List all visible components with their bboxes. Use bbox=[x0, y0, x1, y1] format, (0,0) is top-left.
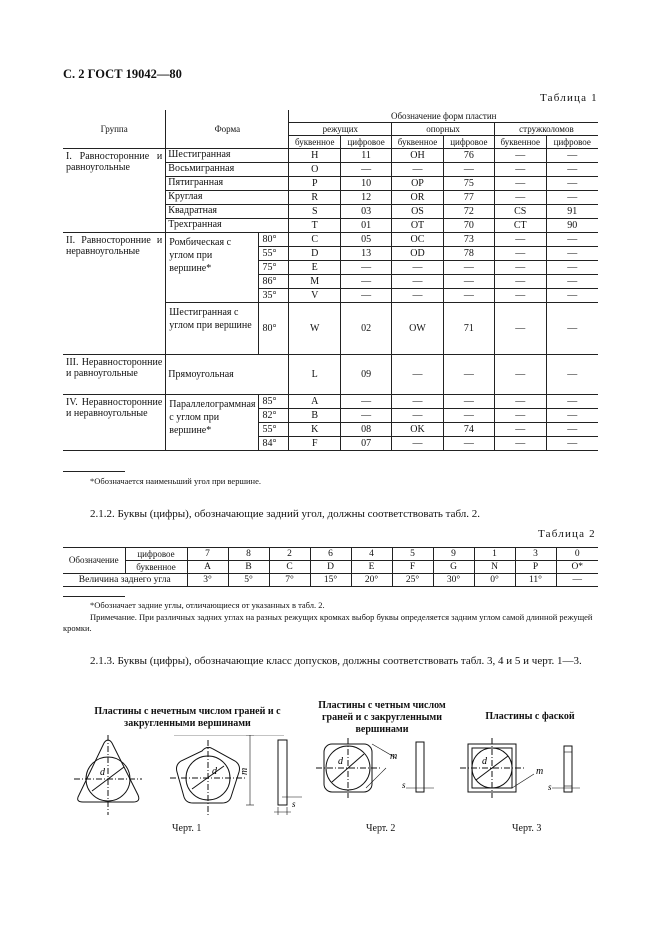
table-cell: C bbox=[269, 561, 310, 574]
table-cell: — bbox=[494, 275, 546, 289]
letter-header: буквенное bbox=[494, 136, 546, 149]
table-cell: 30° bbox=[433, 574, 474, 587]
digit-label: цифровое bbox=[125, 548, 187, 561]
table-cell: — bbox=[546, 275, 598, 289]
table-cell: 9 bbox=[433, 548, 474, 561]
angle-cell: 35° bbox=[259, 289, 289, 303]
table-cell: 11° bbox=[515, 574, 556, 587]
table-cell: A bbox=[289, 395, 341, 409]
table-cell: D bbox=[310, 561, 351, 574]
table-cell: — bbox=[341, 163, 392, 177]
table-cell: 72 bbox=[443, 205, 494, 219]
table-cell: — bbox=[546, 437, 598, 451]
group-2-label: II. Равносторонние и неравноугольные bbox=[63, 233, 166, 355]
table-cell: 12 bbox=[341, 191, 392, 205]
table-cell: 5° bbox=[228, 574, 269, 587]
table-cell: 1 bbox=[474, 548, 515, 561]
table-cell: 08 bbox=[341, 423, 392, 437]
table-cell: 25° bbox=[392, 574, 433, 587]
group-header: Группа bbox=[100, 123, 128, 134]
form-name: Восьмигранная bbox=[166, 163, 289, 177]
angle-cell: 85° bbox=[259, 395, 289, 409]
angle-cell: 55° bbox=[259, 423, 289, 437]
table-2 bbox=[63, 547, 598, 587]
table-cell: 3 bbox=[515, 548, 556, 561]
table-cell: 76 bbox=[443, 149, 494, 163]
support-header: опорных bbox=[392, 123, 495, 136]
table-cell: 01 bbox=[341, 219, 392, 233]
table-cell: — bbox=[392, 395, 444, 409]
table-cell: S bbox=[289, 205, 341, 219]
table-cell: — bbox=[443, 409, 494, 423]
table-cell: — bbox=[546, 177, 598, 191]
table2-note: Примечание. При различных задних углах на разных режущих кромках выбор буквы определяется задним углом самой длинной режущей кромки. bbox=[63, 612, 593, 633]
table-cell: 09 bbox=[341, 355, 392, 395]
table-cell: — bbox=[443, 163, 494, 177]
table-cell: 05 bbox=[341, 233, 392, 247]
table1-caption: Таблица 1 bbox=[540, 92, 598, 104]
table-cell: 5 bbox=[392, 548, 433, 561]
table-cell: L bbox=[289, 355, 341, 395]
table-cell: — bbox=[443, 261, 494, 275]
table-cell: M bbox=[289, 275, 341, 289]
table2-caption: Таблица 2 bbox=[538, 528, 596, 540]
table-cell: 10 bbox=[341, 177, 392, 191]
table-cell: — bbox=[546, 247, 598, 261]
table-cell: 77 bbox=[443, 191, 494, 205]
table-cell: 11 bbox=[341, 149, 392, 163]
fig3-drawing bbox=[460, 738, 590, 800]
angle-cell: 82° bbox=[259, 409, 289, 423]
table-cell: — bbox=[341, 275, 392, 289]
table-cell: — bbox=[494, 149, 546, 163]
table-cell: — bbox=[494, 409, 546, 423]
table-cell: — bbox=[494, 395, 546, 409]
table-cell: P bbox=[515, 561, 556, 574]
table-cell: — bbox=[341, 261, 392, 275]
insert-side-view bbox=[416, 742, 424, 792]
digit-header: цифровое bbox=[443, 136, 494, 149]
table-cell: — bbox=[494, 423, 546, 437]
label-d: d bbox=[338, 756, 343, 767]
table-cell: OW bbox=[392, 303, 444, 355]
table-cell: — bbox=[494, 261, 546, 275]
table1-footnote: *Обозначается наименьший угол при вершине. bbox=[90, 476, 261, 486]
table-cell: — bbox=[546, 355, 598, 395]
table-cell: — bbox=[546, 191, 598, 205]
table-cell: P bbox=[289, 177, 341, 191]
label-s: s bbox=[292, 799, 296, 809]
table-cell: OK bbox=[392, 423, 444, 437]
table-cell: — bbox=[392, 261, 444, 275]
angle-cell: 75° bbox=[259, 261, 289, 275]
page-header: С. 2 ГОСТ 19042—80 bbox=[63, 67, 182, 81]
table-cell: H bbox=[289, 149, 341, 163]
table-cell: 0 bbox=[556, 548, 598, 561]
letter-header: буквенное bbox=[289, 136, 341, 149]
fig3-caption: Черт. 3 bbox=[512, 823, 542, 834]
table-cell: 4 bbox=[351, 548, 392, 561]
label-d: d bbox=[100, 767, 105, 778]
label-d: d bbox=[482, 756, 487, 767]
table-cell: — bbox=[546, 423, 598, 437]
table-cell: 2 bbox=[269, 548, 310, 561]
label-s: s bbox=[402, 780, 406, 790]
letter-label: буквенное bbox=[125, 561, 187, 574]
paragraph-2-1-3: 2.1.3. Буквы (цифры), обозначающие класс допусков, должны соответствовать табл. 3, 4 и 5 и черт. 1—3. bbox=[90, 655, 582, 667]
table-cell: — bbox=[494, 303, 546, 355]
table-cell: — bbox=[392, 409, 444, 423]
table-cell: R bbox=[289, 191, 341, 205]
fig3-title: Пластины с фаской bbox=[485, 711, 575, 722]
group-4-label: IV. Неравносторонние и неравноугольные bbox=[63, 395, 166, 451]
footnote-rule bbox=[63, 471, 125, 472]
table-cell: CS bbox=[494, 205, 546, 219]
table-cell: — bbox=[392, 437, 444, 451]
insert-side-view bbox=[564, 746, 572, 792]
label-m: m bbox=[239, 767, 250, 775]
table-cell: 07 bbox=[341, 437, 392, 451]
table-cell: — bbox=[556, 574, 598, 587]
form-name: Трехгранная bbox=[166, 219, 289, 233]
fig2-title: Пластины с четным числом граней и с закругленными вершинами bbox=[318, 700, 446, 735]
table-cell: 78 bbox=[443, 247, 494, 261]
form-name: Параллелограммная с углом при вершине* bbox=[166, 395, 259, 451]
cutting-header: режущих bbox=[289, 123, 392, 136]
footnote-rule bbox=[63, 596, 125, 597]
table-cell: E bbox=[351, 561, 392, 574]
fig1-caption: Черт. 1 bbox=[172, 823, 202, 834]
label-d: d bbox=[212, 766, 217, 777]
form-name: Круглая bbox=[166, 191, 289, 205]
table-cell: 03 bbox=[341, 205, 392, 219]
table-cell: — bbox=[341, 395, 392, 409]
table-cell: — bbox=[392, 275, 444, 289]
table-cell: — bbox=[443, 437, 494, 451]
label-m: m bbox=[390, 751, 398, 762]
table-1 bbox=[63, 110, 598, 451]
label-m: m bbox=[536, 766, 544, 777]
table-cell: — bbox=[546, 303, 598, 355]
form-name: Пятигранная bbox=[166, 177, 289, 191]
fig1-title: Пластины с нечетным числом граней и с закругленными вершинами bbox=[94, 706, 281, 729]
table-cell: 8 bbox=[228, 548, 269, 561]
table-cell: F bbox=[289, 437, 341, 451]
designation-header: Обозначение форм пластин bbox=[289, 110, 598, 123]
form-name: Шестигранная с углом при вершине bbox=[166, 303, 259, 355]
table-cell: — bbox=[546, 261, 598, 275]
table-cell: — bbox=[494, 163, 546, 177]
table-cell: — bbox=[494, 355, 546, 395]
letter-header: буквенное bbox=[392, 136, 444, 149]
angle-label: Величина заднего угла bbox=[63, 574, 187, 587]
table-cell: — bbox=[494, 437, 546, 451]
table-cell: OC bbox=[392, 233, 444, 247]
table-cell: OT bbox=[392, 219, 444, 233]
table-cell: — bbox=[546, 233, 598, 247]
form-header: Форма bbox=[166, 110, 289, 149]
angle-cell: 80° bbox=[259, 303, 289, 355]
digit-header: цифровое bbox=[546, 136, 598, 149]
table-cell: — bbox=[494, 289, 546, 303]
table-cell: — bbox=[392, 355, 444, 395]
angle-cell: 80° bbox=[259, 233, 289, 247]
table-cell: 3° bbox=[187, 574, 228, 587]
group-1-label: I. Равносторонние и равноугольные bbox=[63, 149, 166, 233]
table-cell: 6 bbox=[310, 548, 351, 561]
form-name: Квадратная bbox=[166, 205, 289, 219]
table-cell: 71 bbox=[443, 303, 494, 355]
table-cell: — bbox=[392, 163, 444, 177]
table-cell: 91 bbox=[546, 205, 598, 219]
table-cell: OD bbox=[392, 247, 444, 261]
table-cell: 02 bbox=[341, 303, 392, 355]
fig2-drawing bbox=[316, 738, 436, 800]
table-cell: — bbox=[341, 409, 392, 423]
angle-cell: 84° bbox=[259, 437, 289, 451]
table-cell: 20° bbox=[351, 574, 392, 587]
table-cell: — bbox=[546, 163, 598, 177]
fig1-drawing bbox=[70, 735, 305, 820]
table-cell: — bbox=[392, 289, 444, 303]
table-cell: 15° bbox=[310, 574, 351, 587]
table-cell: — bbox=[546, 149, 598, 163]
group-3-label: III. Неравносторонние и равноугольные bbox=[63, 355, 166, 395]
table-cell: E bbox=[289, 261, 341, 275]
table-cell: 75 bbox=[443, 177, 494, 191]
table-cell: T bbox=[289, 219, 341, 233]
angle-cell: 55° bbox=[259, 247, 289, 261]
table-cell: — bbox=[443, 395, 494, 409]
digit-header: цифровое bbox=[341, 136, 392, 149]
table-cell: 74 bbox=[443, 423, 494, 437]
table-cell: — bbox=[341, 289, 392, 303]
table-cell: OP bbox=[392, 177, 444, 191]
insert-side-view bbox=[278, 740, 287, 805]
table-cell: — bbox=[494, 191, 546, 205]
table-cell: — bbox=[494, 177, 546, 191]
chipbreaker-header: стружколомов bbox=[494, 123, 598, 136]
designation-label: Обозначение bbox=[63, 548, 125, 574]
form-name: Прямоугольная bbox=[166, 355, 289, 395]
table-cell: G bbox=[433, 561, 474, 574]
table-cell: OR bbox=[392, 191, 444, 205]
table-cell: — bbox=[443, 275, 494, 289]
table-cell: B bbox=[289, 409, 341, 423]
table-cell: — bbox=[546, 289, 598, 303]
table-cell: V bbox=[289, 289, 341, 303]
table-cell: D bbox=[289, 247, 341, 261]
table-cell: 13 bbox=[341, 247, 392, 261]
label-s: s bbox=[548, 782, 552, 792]
table-cell: 73 bbox=[443, 233, 494, 247]
table-cell: — bbox=[494, 247, 546, 261]
table-cell: CT bbox=[494, 219, 546, 233]
form-name: Шестигранная bbox=[166, 149, 289, 163]
table-cell: 90 bbox=[546, 219, 598, 233]
table2-footnote: *Обозначает задние углы, отличающиеся от указанных в табл. 2. bbox=[90, 600, 325, 610]
table-cell: OH bbox=[392, 149, 444, 163]
table-cell: OS bbox=[392, 205, 444, 219]
table-cell: W bbox=[289, 303, 341, 355]
table-cell: 0° bbox=[474, 574, 515, 587]
angle-cell: 86° bbox=[259, 275, 289, 289]
table-cell: — bbox=[546, 395, 598, 409]
table-cell: O bbox=[289, 163, 341, 177]
table-cell: 70 bbox=[443, 219, 494, 233]
table-cell: O* bbox=[556, 561, 598, 574]
table-cell: — bbox=[443, 355, 494, 395]
table-cell: F bbox=[392, 561, 433, 574]
table-cell: K bbox=[289, 423, 341, 437]
table-cell: 7° bbox=[269, 574, 310, 587]
table-cell: 7 bbox=[187, 548, 228, 561]
table-cell: B bbox=[228, 561, 269, 574]
fig2-caption: Черт. 2 bbox=[366, 823, 396, 834]
table-cell: C bbox=[289, 233, 341, 247]
table-cell: A bbox=[187, 561, 228, 574]
table-cell: — bbox=[494, 233, 546, 247]
table-cell: — bbox=[546, 409, 598, 423]
paragraph-2-1-2: 2.1.2. Буквы (цифры), обозначающие задний угол, должны соответствовать табл. 2. bbox=[90, 508, 481, 520]
form-name: Ромбическая с углом при вершине* bbox=[166, 233, 259, 303]
table-cell: N bbox=[474, 561, 515, 574]
table-cell: — bbox=[443, 289, 494, 303]
